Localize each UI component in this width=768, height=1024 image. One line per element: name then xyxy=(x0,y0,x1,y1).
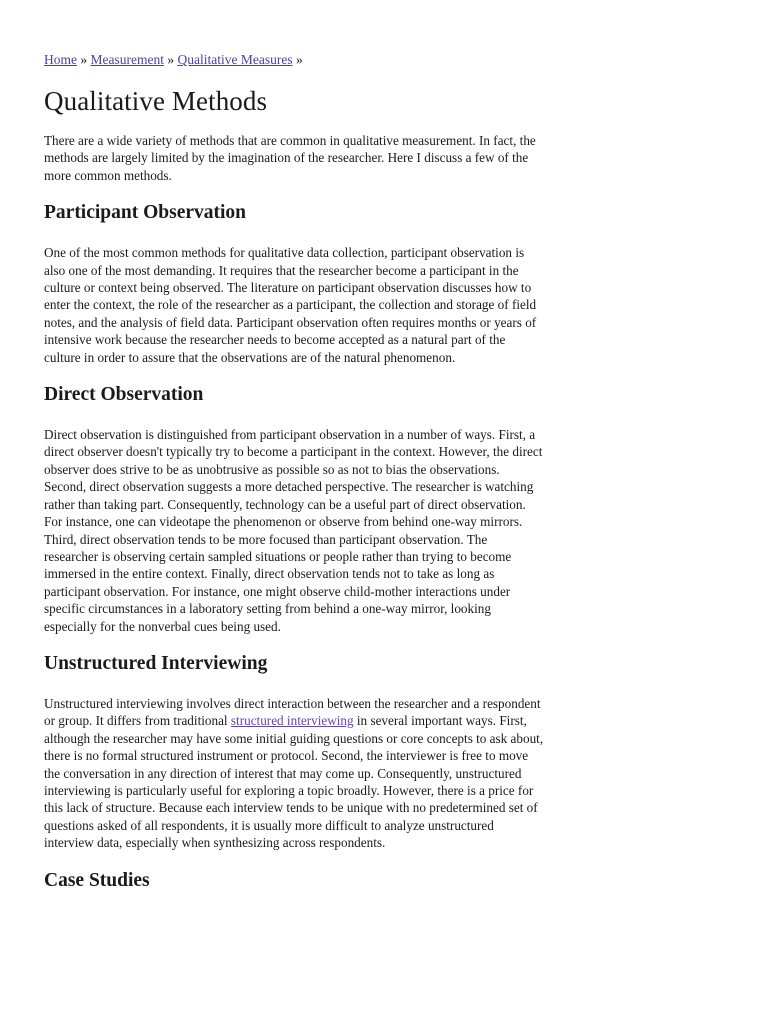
section-body-participant-observation: One of the most common methods for qualitative data collection, participant observation is also one of the most demanding. It requires that the researcher become a participant in the culture or context being observed. The literature on participant observation discusses how to enter the context, the role of the researcher as a participant, the collection and storage of field notes, and the analysis of field data. Participant observation often requires months or years of intensive work because the researcher needs to become accepted as a natural part of the culture in order to assure that the observations are of the natural phenomenon. xyxy=(44,245,537,365)
article xyxy=(44,50,544,894)
body-text-before-link: Unstructured interviewing involves direct interaction between the researcher and a respondent or group. It differs from traditional xyxy=(44,695,541,729)
breadcrumb-link-measurement[interactable]: Measurement xyxy=(90,52,164,67)
body-text-after-link: in several important ways. First, although the researcher may have some initial guiding questions or core concepts to ask about, there is no formal structured instrument or protocol. Second, the interviewer is free to move the conversation in any direction of interest that may come up. Consequently, unstructured interviewing is particularly useful for exploring a topic broadly. However, there is a price for this lack of structure. Because each interview tends to be unique with no predetermined set of questions asked of all respondents, it is usually more difficult to analyze unstructured interview data, especially when synthesizing across respondents. xyxy=(44,713,544,851)
breadcrumb-link-qualitative-measures[interactable]: Qualitative Measures xyxy=(177,52,293,67)
section-heading-unstructured-interviewing: Unstructured Interviewing xyxy=(44,652,268,674)
breadcrumb-link-home[interactable]: Home xyxy=(44,52,77,67)
section-body-unstructured-interviewing xyxy=(44,695,544,852)
breadcrumb-separator: » xyxy=(80,52,88,67)
section-body-direct-observation: Direct observation is distinguished from participant observation in a number of ways. First, a direct observer doesn't typically try to become a participant in the context. However, the direct observer does strive to be as unobtrusive as possible so as not to bias the observations. Second, direct observation suggests a more detached perspective. The researcher is watching rather than taking part. Consequently, technology can be a useful part of direct observation. For instance, one can videotape the phenomenon or observe from behind one-way mirrors. Third, direct observation tends to be more focused than participant observation. The researcher is observing certain sampled situations or people rather than trying to become immersed in the entire context. Finally, direct observation tends not to take as long as participant observation. For instance, one might observe child-mother interactions under specific circumstances in a laboratory setting from behind a one-way mirror, looking especially for the nonverbal cues being used. xyxy=(44,427,543,634)
breadcrumb xyxy=(44,50,544,70)
breadcrumb-separator: » xyxy=(167,52,175,67)
breadcrumb-separator: » xyxy=(295,52,303,67)
intro-paragraph: There are a wide variety of methods that are common in qualitative measurement. In fact, the methods are largely limited by the imagination of the researcher. Here I discuss a few of the more common methods. xyxy=(44,133,536,183)
section-heading-participant-observation: Participant Observation xyxy=(44,202,247,224)
section-heading-direct-observation: Direct Observation xyxy=(44,384,204,406)
structured-interviewing-link[interactable]: structured interviewing xyxy=(230,713,354,729)
page-title: Qualitative Methods xyxy=(44,86,268,116)
section-heading-case-studies: Case Studies xyxy=(44,869,150,891)
